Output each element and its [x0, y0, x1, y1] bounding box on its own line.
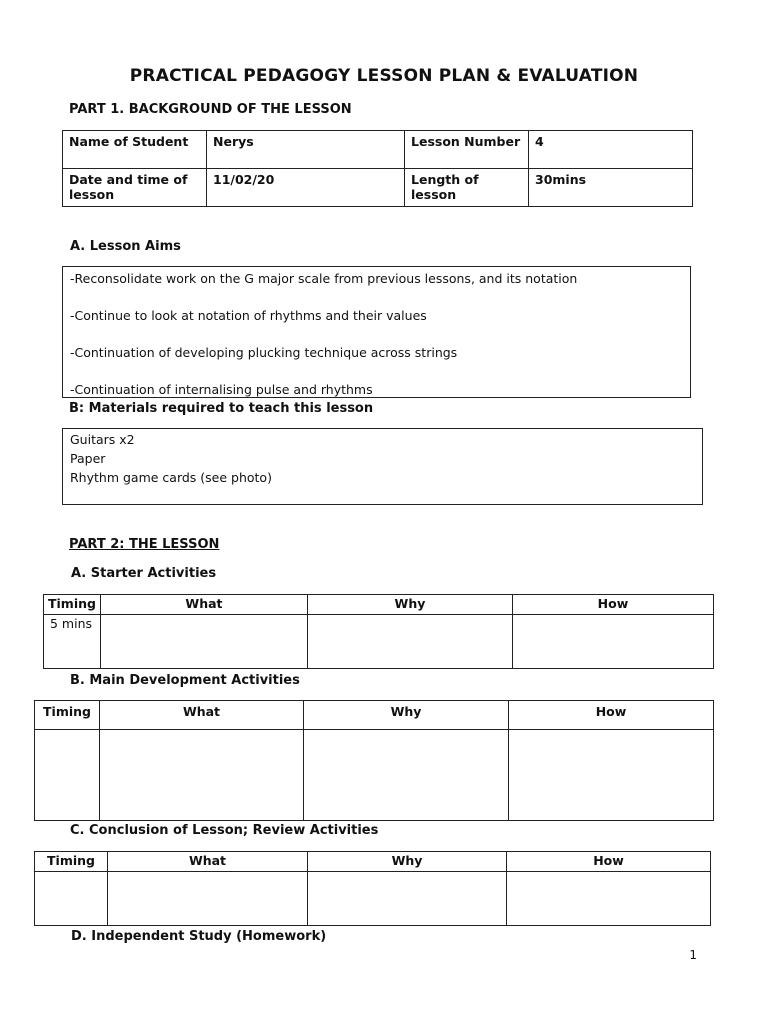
starter-timing: 5 mins: [44, 615, 101, 669]
timing-header: Timing: [44, 595, 101, 615]
materials-box: [62, 428, 703, 505]
starter-table: [43, 594, 714, 669]
aim-item: -Continue to look at notation of rhythms and their values: [70, 308, 427, 323]
date-label: Date and time of lesson: [63, 169, 207, 207]
what-header: What: [108, 852, 308, 872]
main-why: [304, 730, 509, 821]
conclusion-heading: C. Conclusion of Lesson; Review Activities: [70, 823, 379, 838]
timing-header: Timing: [35, 701, 100, 730]
document-title: PRACTICAL PEDAGOGY LESSON PLAN & EVALUATION: [129, 66, 639, 86]
why-header: Why: [307, 595, 512, 615]
background-table: [62, 130, 693, 207]
timing-header: Timing: [35, 852, 108, 872]
why-header: Why: [308, 852, 507, 872]
aim-item: -Continuation of developing plucking technique across strings: [70, 345, 458, 360]
lesson-number-label: Lesson Number: [405, 131, 529, 169]
material-item: Paper: [70, 451, 106, 466]
conclusion-table: [34, 851, 711, 926]
main-what: [100, 730, 304, 821]
page-number: 1: [689, 948, 697, 962]
starter-what: [100, 615, 307, 669]
conclusion-how: [507, 872, 711, 926]
conclusion-why: [308, 872, 507, 926]
how-header: How: [509, 701, 714, 730]
name-value: Nerys: [207, 131, 405, 169]
aim-item: -Continuation of internalising pulse and rhythms: [70, 382, 373, 397]
main-table: [34, 700, 714, 821]
lesson-number-value: 4: [529, 131, 693, 169]
part1-heading: PART 1. BACKGROUND OF THE LESSON: [69, 102, 352, 117]
part2-heading: PART 2: THE LESSON: [69, 537, 220, 552]
starter-how: [512, 615, 713, 669]
main-heading: B. Main Development Activities: [70, 673, 300, 688]
date-value: 11/02/20: [207, 169, 405, 207]
aim-item: -Reconsolidate work on the G major scale from previous lessons, and its notation: [70, 271, 578, 286]
materials-heading: B: Materials required to teach this lesson: [69, 401, 374, 416]
material-item: Rhythm game cards (see photo): [70, 470, 272, 485]
how-header: How: [507, 852, 711, 872]
conclusion-what: [108, 872, 308, 926]
name-label: Name of Student: [63, 131, 207, 169]
why-header: Why: [304, 701, 509, 730]
material-item: Guitars x2: [70, 432, 135, 447]
aims-heading: A. Lesson Aims: [70, 239, 181, 254]
how-header: How: [512, 595, 713, 615]
length-label: Length of lesson: [405, 169, 529, 207]
starter-heading: A. Starter Activities: [71, 566, 217, 581]
main-how: [509, 730, 714, 821]
length-value: 30mins: [529, 169, 693, 207]
what-header: What: [100, 595, 307, 615]
conclusion-timing: [35, 872, 108, 926]
starter-why: [307, 615, 512, 669]
what-header: What: [100, 701, 304, 730]
independent-heading: D. Independent Study (Homework): [71, 929, 327, 944]
aims-box: [62, 266, 691, 398]
main-timing: [35, 730, 100, 821]
